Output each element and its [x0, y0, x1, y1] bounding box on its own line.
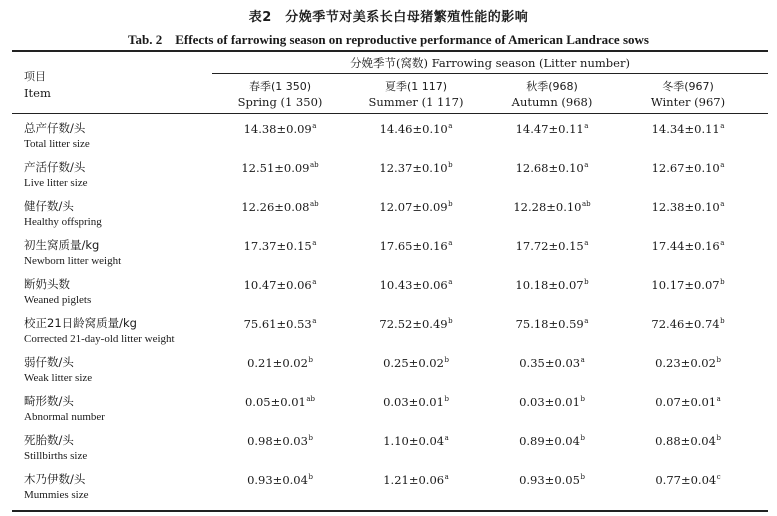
row-label-cn: 弱仔数/头: [24, 355, 74, 369]
table-cell: [245, 395, 315, 409]
significance-letter: a: [312, 317, 317, 325]
significance-letter: ab: [306, 395, 316, 403]
row-label-en: Weaned piglets: [24, 294, 92, 306]
row-label-cn: 木乃伊数/头: [24, 472, 86, 486]
cell-value: 1.21±0.06: [383, 473, 445, 487]
row-label-en: Abnormal number: [24, 411, 105, 423]
item-header-en: Item: [24, 86, 51, 100]
significance-letter: ab: [310, 200, 319, 208]
row-label-en: Weak litter size: [24, 372, 93, 384]
cell-value: 12.38±0.10: [651, 200, 720, 214]
cell-value: 0.03±0.01: [383, 395, 444, 409]
table-cell: [519, 395, 585, 409]
row-label-en: Mummies size: [24, 489, 89, 501]
season-header-cn: 夏季(1 117): [384, 80, 448, 93]
cell-value: 75.18±0.59: [515, 317, 584, 331]
significance-letter: b: [448, 317, 453, 325]
row-label-cn: 校正21日龄窝质量/kg: [24, 316, 137, 330]
table-cell: [379, 161, 452, 175]
row-label-en: Newborn litter weight: [24, 255, 122, 267]
row-label-en: Corrected 21-day-old litter weight: [24, 333, 175, 345]
table-cell: [516, 239, 589, 253]
table-cell: [651, 278, 724, 292]
row-label-en: Live litter size: [24, 177, 88, 189]
significance-letter: a: [312, 122, 317, 130]
row-label-en: Stillbirths size: [24, 450, 88, 462]
cell-value: 12.07±0.09: [379, 200, 448, 214]
table-cell: [655, 473, 720, 487]
cell-value: 14.38±0.09: [243, 122, 312, 136]
cell-value: 17.44±0.16: [651, 239, 720, 253]
cell-value: 0.35±0.03: [519, 356, 581, 370]
cell-value: 1.10±0.04: [383, 434, 445, 448]
significance-letter: b: [448, 200, 453, 208]
significance-letter: b: [584, 278, 589, 286]
significance-letter: ab: [310, 161, 319, 169]
table-cell: [383, 473, 449, 487]
significance-letter: a: [720, 239, 725, 247]
item-header-cn: 项目: [24, 70, 46, 83]
cell-value: 12.68±0.10: [515, 161, 584, 175]
table-cell: [655, 434, 721, 448]
table-cell: [247, 473, 313, 487]
significance-letter: b: [716, 434, 721, 442]
cell-value: 72.52±0.49: [379, 317, 448, 331]
table-cell: [380, 122, 453, 136]
cell-value: 72.46±0.74: [651, 317, 720, 331]
season-header-cn: 冬季(967): [662, 80, 714, 93]
significance-letter: b: [580, 395, 585, 403]
cell-value: 0.93±0.04: [247, 473, 308, 487]
significance-letter: a: [584, 122, 589, 130]
significance-letter: a: [584, 317, 589, 325]
cell-value: 0.88±0.04: [655, 434, 716, 448]
table-cell: [244, 278, 317, 292]
table-cell: [652, 200, 725, 214]
cell-value: 75.61±0.53: [243, 317, 312, 331]
table-cell: [383, 434, 449, 448]
row-label-cn: 健仔数/头: [24, 199, 74, 213]
significance-letter: ab: [582, 200, 591, 208]
row-label-cn: 初生窝质量/kg: [24, 238, 100, 252]
table-cell: [241, 161, 318, 175]
row-label-en: Total litter size: [24, 138, 90, 150]
significance-letter: a: [580, 356, 585, 364]
significance-letter: a: [312, 278, 317, 286]
table-cell: [380, 239, 453, 253]
cell-value: 0.25±0.02: [383, 356, 444, 370]
caption-en: Tab. 2 Effects of farrowing season on reproductive performance of American Landrace sows: [128, 32, 649, 47]
row-label-cn: 断奶头数: [24, 277, 70, 291]
row-label-cn: 畸形数/头: [24, 394, 74, 408]
table-cell: [652, 122, 725, 136]
significance-letter: a: [312, 239, 317, 247]
cell-value: 0.03±0.01: [519, 395, 580, 409]
table-cell: [515, 278, 588, 292]
significance-letter: a: [584, 239, 589, 247]
significance-letter: b: [720, 317, 725, 325]
cell-value: 14.34±0.11: [651, 122, 720, 136]
row-label-cn: 产活仔数/头: [24, 160, 86, 174]
cell-value: 12.51±0.09: [241, 161, 310, 175]
table-cell: [244, 239, 317, 253]
table-cell: [244, 317, 317, 331]
span-rule: [212, 73, 768, 74]
row-label-en: Healthy offspring: [24, 216, 102, 228]
cell-value: 14.47±0.11: [515, 122, 584, 136]
table-cell: [241, 200, 318, 214]
significance-letter: b: [580, 473, 585, 481]
table-cell: [513, 200, 590, 214]
season-header-en: Winter (967): [650, 95, 726, 109]
significance-letter: a: [448, 239, 453, 247]
cell-value: 10.17±0.07: [651, 278, 720, 292]
top-rule: [12, 50, 768, 52]
significance-letter: c: [716, 473, 721, 481]
table-cell: [516, 122, 589, 136]
cell-value: 17.37±0.15: [243, 239, 312, 253]
significance-letter: b: [580, 434, 585, 442]
cell-value: 17.72±0.15: [515, 239, 584, 253]
significance-letter: a: [444, 434, 449, 442]
cell-value: 0.77±0.04: [655, 473, 717, 487]
table-cell: [383, 395, 449, 409]
significance-letter: b: [308, 356, 313, 364]
significance-letter: b: [444, 356, 449, 364]
cell-value: 12.67±0.10: [651, 161, 720, 175]
significance-letter: b: [444, 395, 449, 403]
table-cell: [244, 122, 317, 136]
cell-value: 10.18±0.07: [515, 278, 584, 292]
table-cell: [652, 161, 725, 175]
table-cell: [379, 200, 452, 214]
significance-letter: a: [448, 278, 453, 286]
significance-letter: a: [448, 122, 453, 130]
table-cell: [652, 239, 725, 253]
cell-value: 0.21±0.02: [247, 356, 308, 370]
row-label-cn: 总产仔数/头: [24, 121, 86, 135]
table-cell: [247, 434, 313, 448]
table-cell: [655, 395, 721, 409]
cell-value: 14.46±0.10: [379, 122, 448, 136]
table-cell: [516, 317, 589, 331]
bottom-rule: [12, 510, 768, 512]
significance-letter: a: [444, 473, 449, 481]
significance-letter: a: [720, 200, 725, 208]
caption-cn: 表2 分娩季节对美系长白母猪繁殖性能的影响: [248, 10, 529, 25]
cell-value: 12.37±0.10: [379, 161, 448, 175]
span-header: 分娩季节(窝数) Farrowing season (Litter number): [350, 56, 630, 70]
cell-value: 12.28±0.10: [513, 200, 582, 214]
significance-letter: b: [308, 434, 313, 442]
cell-value: 10.47±0.06: [243, 278, 312, 292]
season-header-cn: 秋季(968): [526, 80, 578, 93]
table-cell: [516, 161, 589, 175]
significance-letter: b: [720, 278, 725, 286]
header-rule: [12, 113, 768, 114]
season-header-en: Spring (1 350): [237, 95, 323, 109]
cell-value: 0.89±0.04: [519, 434, 580, 448]
table-cell: [519, 356, 585, 370]
season-header-cn: 春季(1 350): [248, 80, 312, 93]
cell-value: 0.98±0.03: [247, 434, 308, 448]
significance-letter: a: [720, 122, 725, 130]
cell-value: 0.05±0.01: [244, 395, 306, 409]
cell-value: 10.43±0.06: [379, 278, 448, 292]
significance-letter: a: [584, 161, 589, 169]
table-cell: [380, 278, 453, 292]
table-cell: [383, 356, 449, 370]
table-cell: [655, 356, 721, 370]
cell-value: 0.23±0.02: [655, 356, 716, 370]
season-header-en: Autumn (968): [511, 95, 593, 109]
significance-letter: a: [716, 395, 721, 403]
table-cell: [379, 317, 452, 331]
cell-value: 0.07±0.01: [655, 395, 717, 409]
cell-value: 12.26±0.08: [241, 200, 310, 214]
row-label-cn: 死胎数/头: [24, 433, 74, 447]
season-header-en: Summer (1 117): [368, 95, 464, 109]
table-cell: [651, 317, 724, 331]
table-cell: [519, 434, 585, 448]
significance-letter: b: [448, 161, 453, 169]
cell-value: 0.93±0.05: [519, 473, 580, 487]
table-cell: [247, 356, 313, 370]
table-cell: [519, 473, 585, 487]
significance-letter: b: [716, 356, 721, 364]
significance-letter: b: [308, 473, 313, 481]
significance-letter: a: [720, 161, 725, 169]
cell-value: 17.65±0.16: [379, 239, 448, 253]
